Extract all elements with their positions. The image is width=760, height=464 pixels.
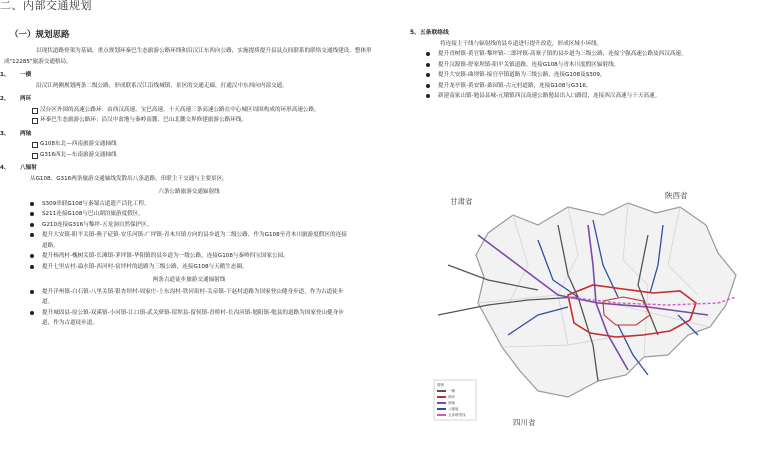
section-2-label: 两环 [20, 96, 32, 102]
section-1-text: 沿汉江两侧规划两条二级公路，形成联系汉江沿线城镇、景区的交通走廊，打通汉中东西向内部交通。 [36, 82, 288, 89]
section-1-title [0, 70, 378, 81]
label-shaanxi: 陕西省 [665, 191, 688, 200]
page-heading: 二、内部交通规划 [0, 0, 92, 12]
label-sichuan: 四川省 [513, 418, 536, 427]
section-4-label: 八辐射 [20, 165, 37, 171]
list-item: 提升七里店村-溢水镇-西河村-宿坪村的道路为三级公路，连接G108与天鹅生态圈。 [28, 262, 378, 273]
section-2-list [32, 105, 378, 126]
list-item: 提升洋州镇-白石镇-八里关镇-银杏坝村-周家庄-上东沟村-铁河街村-关帝镇-下赵村道路为国家登山健身步道，作为古道徒步道。 [28, 287, 378, 308]
legend-item: 五条联络线 [437, 412, 466, 418]
subsection-1-title: 六条公路旅游交通辐射线 [158, 189, 220, 195]
list-item: 提升城固县-原公镇-双溪镇-小河镇-江口镇-武关驿镇-留坝县-留侯镇-青桥村-长沟河镇-勉阳镇-勉县的道路为国家登山健身步道，作为古道徒步道。 [28, 308, 378, 329]
section-1-num: 1、 [0, 72, 10, 78]
section-2-title [0, 94, 378, 105]
list-item: 提升龙亭镇-黄安镇-桑园镇-古元村道路，连接G108与G316。 [424, 81, 760, 92]
list-item: 提升汉源镇-舒家坝镇-阳平关镇道路，连接G108与青木川度假区辐射线。 [424, 60, 760, 71]
section-3-num: 3、 [0, 130, 10, 137]
section-5-title [410, 28, 760, 39]
section-5-intro: 将连接主干线与辐射线的县乡道进行提升改造，形成区域小环线。 [440, 40, 603, 47]
subsection-1-list [28, 199, 378, 273]
transport-map [418, 185, 758, 463]
section-1-label: 一横 [20, 72, 32, 78]
section-2-num: 2、 [0, 96, 10, 102]
list-item: 提升大安镇-曲坝镇-接官亭镇道路为三级公路，连接G108及S309。 [424, 70, 760, 81]
subsection-2-title: 两条古道徒步旅游交通辐射线 [152, 277, 226, 283]
intro-paragraph: 以现状道路骨架为基础，重点规划环秦巴生态旅游公路环线和沿汉江东西向公路，实施提质提升县县点间联系的联络交通线建设，整体形成"12285"旅游交通格局。 [4, 48, 372, 65]
legend-title: 图例 [437, 383, 444, 387]
list-item: 环秦巴生态旅游公路环：沿汉中盆地与秦岭南麓、巴山北麓交界修建旅游公路环线。 [32, 115, 378, 126]
section-3-label: 两轴 [20, 130, 32, 137]
map-legend [437, 382, 466, 418]
legend-item: 两轴 [437, 400, 466, 406]
section-4-text: 从G108、G316两条旅游交通轴线发散出八条道路，串联主干交通与主要景区。 [30, 175, 228, 182]
subsection-2-list [28, 287, 378, 329]
list-item: 汉台区外围的高速公路环：由西汉高速、宝巴高速、十天高速三条高速公路在中心城区周围构成的环形高速公路。 [32, 105, 378, 116]
list-item: 提升青树镇-黄官镇-黎坪镇-二郎坪镇-高寨子镇的县乡道为三级公路，连接宁强高速公路及西汉高速。 [424, 49, 760, 60]
section-title: （一）规划思路 [10, 30, 70, 40]
list-item: 提升杨湾村-槐树关镇-长滩镇-茅坪镇-华阳镇的县乡道为一级公路，连接G108与秦岭四宝国家公园。 [28, 251, 378, 262]
list-item: G210连接G316与黎坪-五龙洞自然保护区。 [28, 220, 378, 231]
section-5-list [424, 49, 760, 102]
list-item: S211连接G108与巴山湖泊旅游度假区。 [28, 209, 378, 220]
section-5-num: 5、 [410, 30, 420, 36]
section-4-num: 4、 [0, 165, 10, 171]
list-item: S309串联G108与秦蜀古道遗产活化工程。 [28, 199, 378, 210]
left-column [0, 28, 378, 329]
list-item: 提升大安镇-阳平关镇-燕子砭镇-安乐河镇-广坪镇-青木川镇方向的县乡道为二级公路，作为G108至青木川旅游度假区的连接道路。 [28, 230, 378, 251]
legend-item: 八辐射 [437, 406, 466, 412]
legend-item: 两环 [437, 394, 466, 400]
section-3-title [0, 129, 378, 140]
list-item: G108东北—西南旅游交通轴线 [32, 139, 378, 150]
section-4-title [0, 163, 378, 174]
list-item: G316西北—东南旅游交通轴线 [32, 150, 378, 161]
section-5-label: 五条联络线 [419, 30, 449, 36]
right-column [410, 28, 760, 102]
list-item: 新建南家山镇-勉县县城-元墩镇西汉高速公路勉县出入口路段，连接西汉高速与十天高速。 [424, 91, 760, 102]
label-gansu: 甘肃省 [450, 197, 473, 206]
section-3-list [32, 139, 378, 160]
legend-item: 一横 [437, 388, 466, 394]
